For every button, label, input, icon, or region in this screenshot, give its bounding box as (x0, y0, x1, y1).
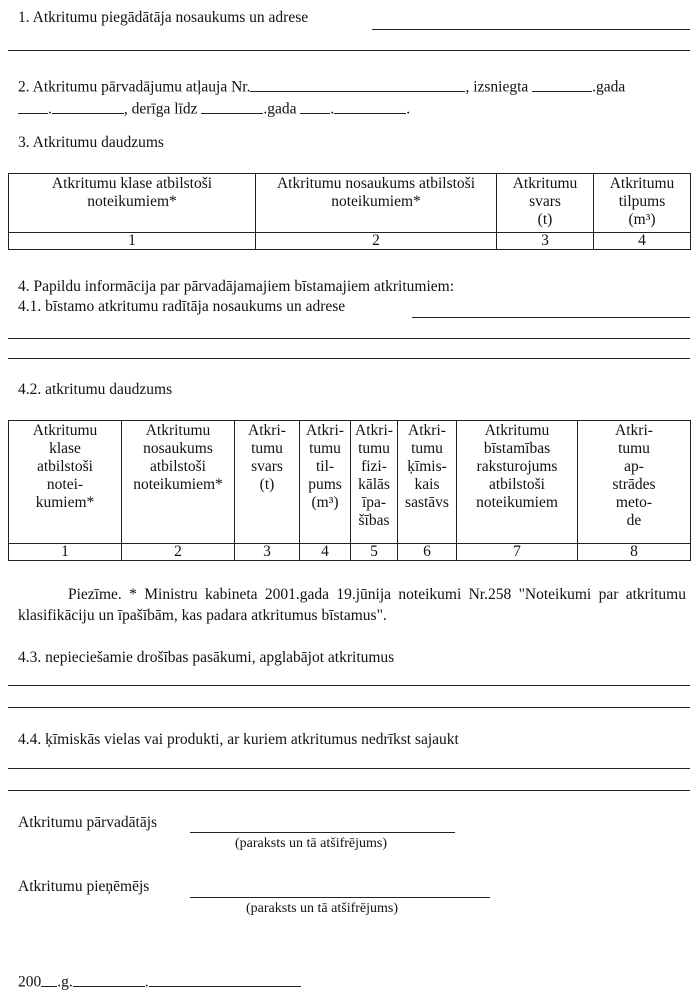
safety-measures-field-1[interactable] (8, 685, 690, 686)
col-number: 8 (578, 544, 691, 561)
year-field[interactable] (41, 970, 57, 987)
carrier-signature-caption: (paraksts un tā atšifrējums) (235, 836, 388, 851)
col-number: 2 (122, 544, 235, 561)
issued-month-field[interactable] (52, 97, 124, 114)
generator-label: 4.1. bīstamo atkritumu radītāja nosaukums un adrese (18, 298, 346, 315)
supplier-address-field[interactable] (8, 50, 690, 51)
header-waste-name: Atkritumu nosaukums atbilstoši noteikumiem* (256, 174, 497, 233)
receiver-label: Atkritumu pieņēmējs (18, 878, 150, 895)
valid-month-field[interactable] (334, 97, 406, 114)
table-header-row (9, 421, 691, 544)
month-field[interactable] (149, 970, 301, 987)
col-number: 3 (497, 233, 594, 250)
header-waste-volume: Atkri- tumu til- pums (m³) (300, 421, 351, 544)
incompatible-substances-field-1[interactable] (8, 768, 690, 769)
col-number: 1 (9, 544, 122, 561)
sub43-title: 4.3. nepieciešamie drošības pasākumi, apglabājot atkritumus (18, 649, 395, 666)
col-number: 6 (398, 544, 457, 561)
receiver-signature-field[interactable] (190, 897, 490, 898)
permit-number-field[interactable] (250, 75, 465, 92)
header-waste-name: Atkritumu nosaukums atbilstoši noteikumiem* (122, 421, 235, 544)
issued-day-field[interactable] (18, 97, 48, 114)
header-chemical-composition: Atkri- tumu ķīmis- kais sastāvs (398, 421, 457, 544)
supplier-label: 1. Atkritumu piegādātāja nosaukums un adrese (18, 9, 309, 26)
header-hazard-characteristics: Atkritumu bīstamības raksturojums atbilstoši noteikumiem (457, 421, 578, 544)
valid-day-field[interactable] (300, 97, 330, 114)
footnote: Piezīme. * Ministru kabineta 2001.gada 19.jūnija noteikumi Nr.258 "Noteikumi par atkritumu klasifikāciju un īpašībām, kas padara atkritumus bīstamus". (18, 586, 686, 624)
table-number-row (9, 544, 691, 561)
col-number: 2 (256, 233, 497, 250)
col-number: 5 (351, 544, 398, 561)
generator-address-field-2[interactable] (8, 358, 690, 359)
section3-title: 3. Atkritumu daudzums (18, 134, 164, 151)
carrier-label: Atkritumu pārvadātājs (18, 814, 158, 831)
sub42-title: 4.2. atkritumu daudzums (18, 381, 173, 398)
receiver-signature-caption: (paraksts un tā atšifrējums) (246, 901, 399, 916)
header-waste-volume: Atkritumu tilpums (m³) (594, 174, 691, 233)
day-month-field[interactable] (73, 970, 145, 987)
header-waste-class: Atkritumu klase atbilstoši notei- kumiem* (9, 421, 122, 544)
col-number: 4 (300, 544, 351, 561)
permit-line-1: 2. Atkritumu pārvadājumu atļauja Nr. , izsniegta .gada (18, 75, 625, 97)
date-line: 200 .g. . (18, 970, 301, 992)
section4-title: 4. Papildu informācija par pārvadājamajiem bīstamajiem atkritumiem: (18, 278, 455, 295)
col-number: 3 (235, 544, 300, 561)
col-number: 7 (457, 544, 578, 561)
header-waste-weight: Atkri- tumu svars (t) (235, 421, 300, 544)
header-waste-class: Atkritumu klase atbilstoši noteikumiem* (9, 174, 256, 233)
table-header-row (9, 174, 691, 233)
table-number-row (9, 233, 691, 250)
header-physical-properties: Atkri- tumu fizi- kālās īpa- šības (351, 421, 398, 544)
issued-year-field[interactable] (532, 75, 592, 92)
safety-measures-field-2[interactable] (8, 707, 690, 708)
quantity-table (8, 173, 691, 250)
valid-year-field[interactable] (201, 97, 263, 114)
generator-address-field-1[interactable] (8, 338, 690, 339)
hazardous-quantity-table (8, 420, 691, 561)
generator-name-field[interactable] (412, 317, 690, 318)
supplier-name-field[interactable] (372, 29, 690, 30)
incompatible-substances-field-2[interactable] (8, 790, 690, 791)
carrier-signature-field[interactable] (190, 832, 455, 833)
permit-line-2: . , derīga līdz .gada . . (18, 97, 410, 119)
header-treatment-method: Atkri- tumu ap- strādes meto- de (578, 421, 691, 544)
col-number: 1 (9, 233, 256, 250)
sub44-title: 4.4. ķīmiskās vielas vai produkti, ar kuriem atkritumus nedrīkst sajaukt (18, 731, 459, 748)
header-waste-weight: Atkritumu svars (t) (497, 174, 594, 233)
col-number: 4 (594, 233, 691, 250)
